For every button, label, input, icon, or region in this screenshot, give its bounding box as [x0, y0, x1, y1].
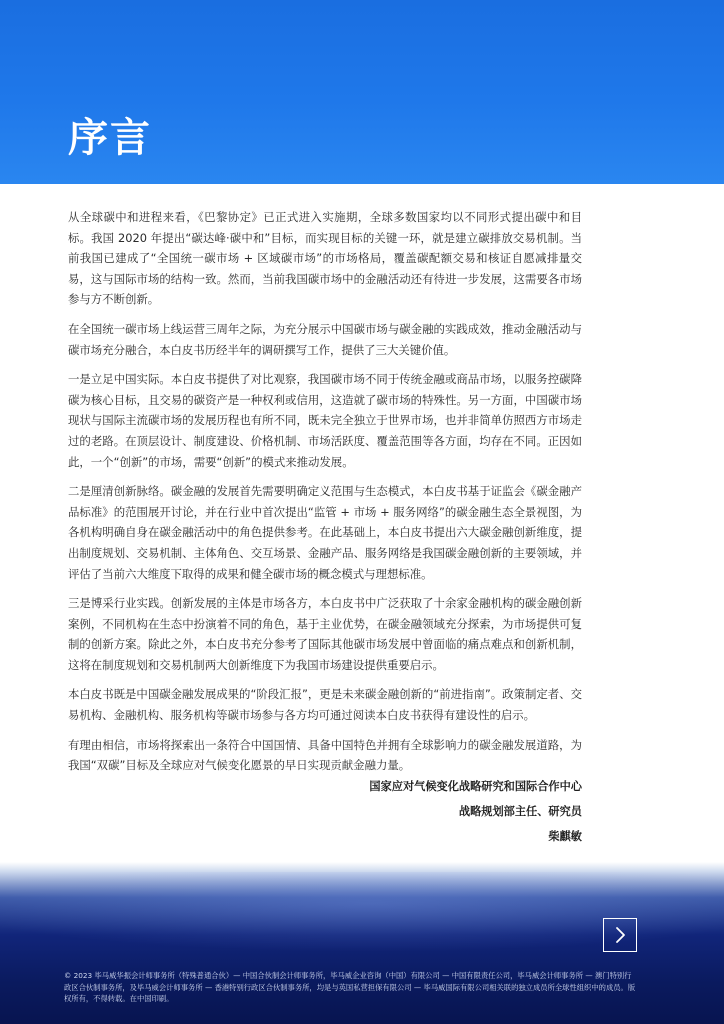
- next-page-button[interactable]: [603, 918, 637, 952]
- paragraph: 一是立足中国实际。本白皮书提供了对比观察，我国碳市场不同于传统金融或商品市场，以服务控碳降碳为核心目标，且交易的碳资产是一种权利或信用，这造就了碳市场的特殊性。另一方面，中国碳市场现状与国际主流碳市场的发展历程也有所不同，既未完全独立于世界市场，也并非简单仿照西方市场走过的老路。在顶层设计、制度建设、价格机制、市场活跃度、覆盖范围等各方面，均存在不同。正因如此，一个“创新”的市场，需要“创新”的模式来推动发展。: [68, 372, 582, 469]
- preface-body: [68, 207, 582, 785]
- paragraph: 从全球碳中和进程来看，《巴黎协定》已正式进入实施期，全球多数国家均以不同形式提出碳中和目标。我国 2020 年提出“碳达峰·碳中和”目标，而实现目标的关键一环，就是建立碳排放交易机制。当前我国已建成了“全国统一碳市场 + 区域碳市场”的市场格局，覆盖碳配额交易和核证自愿减排量交易，这与国际市场的结构一致。然而，当前我国碳市场中的金融活动还有待进一步发展，这需要各市场参与方不断创新。: [68, 210, 582, 307]
- chevron-right-icon: [611, 926, 629, 944]
- paragraph: 二是厘清创新脉络。碳金融的发展首先需要明确定义范围与生态模式，本白皮书基于证监会《碳金融产品标准》的范围展开讨论，并在行业中首次提出“监管 + 市场 + 服务网络”的碳金融生态全景视图，为各机构明确自身在碳金融活动中的角色提供参考。在此基础上，本白皮书提出六大碳金融创新维度，提出制度规划、交易机制、主体角色、交互场景、金融产品、服务网络是我国碳金融创新的主要领域，并评估了当前六大维度下取得的成果和健全碳市场的概念模式与理想标准。: [68, 484, 582, 581]
- paragraph: 在全国统一碳市场上线运营三周年之际，为充分展示中国碳市场与碳金融的实践成效，推动金融活动与碳市场充分融合，本白皮书历经半年的调研撰写工作，提供了三大关键价值。: [68, 321, 582, 357]
- page-title: 序言: [68, 115, 152, 161]
- signature-name: 柴麒敏: [548, 830, 582, 843]
- signature-block: [369, 774, 582, 849]
- header-banner: [0, 0, 724, 184]
- signature-position: 战略规划部主任、研究员: [458, 805, 582, 818]
- paragraph: 三是博采行业实践。创新发展的主体是市场各方，本白皮书中广泛获取了十余家金融机构的碳金融创新案例，不同机构在生态中扮演着不同的角色，基于主业优势，在碳金融领域充分探索，为市场提供可复制的创新方案。除此之外，本白皮书充分参考了国际其他碳市场发展中曾面临的痛点难点和创新机制，这将在制度规划和交易机制两大创新维度下为我国市场建设提供重要启示。: [68, 596, 582, 672]
- legal-notice: © 2023 毕马威华振会计师事务所（特殊普通合伙）— 中国合伙制会计师事务所，毕马威企业咨询（中国）有限公司 — 中国有限责任公司，毕马威会计师事务所 — 澳门特别行政区合伙制事务所，及毕马威会计师事务所 — 香港特别行政区合伙制事务所，均是与英国私营担保有限公司 — 毕马威国际有限公司相关联的独立成员所全球性组织中的成员。版权所有，不得转载。在中国印刷。: [64, 971, 636, 1003]
- paragraph: 有理由相信，市场将探索出一条符合中国国情、具备中国特色并拥有全球影响力的碳金融发展道路，为我国“双碳”目标及全球应对气候变化愿景的早日实现贡献金融力量。: [68, 737, 582, 773]
- paragraph: 本白皮书既是中国碳金融发展成果的“阶段汇报”，更是未来碳金融创新的“前进指南”。政策制定者、交易机构、金融机构、服务机构等碳市场参与各方均可通过阅读本白皮书获得有建设性的启示。: [68, 687, 582, 723]
- signature-organization: 国家应对气候变化战略研究和国际合作中心: [369, 780, 582, 793]
